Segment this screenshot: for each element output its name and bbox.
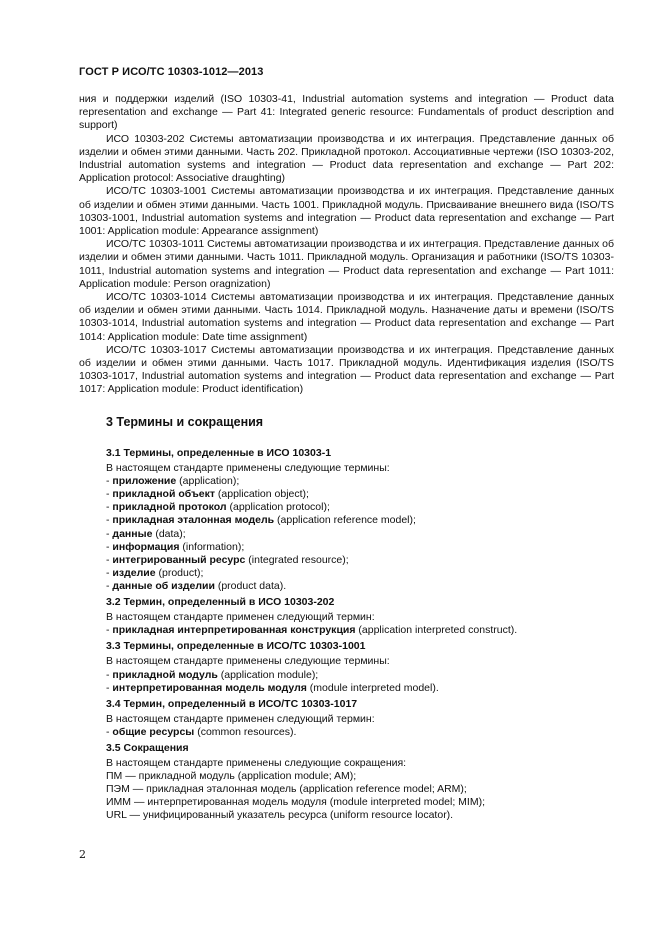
term-item <box>106 528 614 541</box>
term-bullet: - <box>106 501 113 514</box>
term-translation: (module interpreted model). <box>306 681 439 694</box>
term-item <box>106 669 614 682</box>
subsection-3-4-title: 3.4 Термин, определенный в ИСО/ТС 10303-1017 <box>106 697 358 710</box>
terms-list-3-3 <box>106 669 614 695</box>
term-name: данные <box>112 527 153 540</box>
term-translation: (application module); <box>217 668 319 681</box>
term-translation: (application interpreted construct). <box>355 624 518 637</box>
reference-paragraph: ИСО 10303-202 Системы автоматизации производства и их интеграция. Представление данных об изделии и обмен этими данными. Часть 202. Прикладной протокол. Ассоциативные чертежи (ISO 10303-202, Industrial automation systems and integration — Product data representation and exchange — Part 202: Application protocol: Associative draughting) <box>79 132 614 185</box>
term-name: прикладная эталонная модель <box>112 514 275 527</box>
abbreviation-item: ПЭМ — прикладная эталонная модель (application reference model; ARM); <box>106 783 467 796</box>
term-name: интерпретированная модель модуля <box>112 681 307 694</box>
term-bullet: - <box>106 514 113 527</box>
reference-paragraph: ИСО/ТС 10303-1014 Системы автоматизации производства и их интеграция. Представление данных об изделии и обмен этими данными. Часть 1014. Прикладной модуль. Назначение даты и времени (ISO/TS 10303-1014, Industrial automation systems and integration — Product data representation and exchange — Part 1014: Application module: Date time assignment) <box>79 291 614 343</box>
term-name: информация <box>112 540 180 553</box>
terms-section <box>106 447 614 823</box>
subsection-intro: В настоящем стандарте применены следующие термины: <box>106 462 390 475</box>
term-name: прикладной модуль <box>112 668 218 681</box>
subsection-intro: В настоящем стандарте применен следующий термин: <box>106 611 375 624</box>
subsection-3-3-title: 3.3 Термины, определенные в ИСО/ТС 10303-1001 <box>106 640 366 653</box>
term-name: приложение <box>112 475 177 488</box>
term-name: прикладной протокол <box>112 501 227 514</box>
normative-references-list <box>79 93 614 397</box>
term-translation: (product data). <box>214 579 287 592</box>
document-header: ГОСТ Р ИСО/ТС 10303-1012—2013 <box>79 66 264 78</box>
term-translation: (information); <box>179 540 245 553</box>
term-translation: (common resources). <box>194 725 297 738</box>
references-block <box>79 93 614 397</box>
term-bullet: - <box>106 540 113 553</box>
term-translation: (product); <box>155 566 204 579</box>
subsection-intro: В настоящем стандарте применены следующие сокращения: <box>106 757 407 770</box>
term-item <box>106 514 614 527</box>
reference-paragraph: ИСО/ТС 10303-1001 Системы автоматизации производства и их интеграция. Представление данных об изделии и обмен этими данными. Часть 1001. Прикладной модуль. Присваивание внешнего вида (ISO/TS 10303-1001, Industrial automation systems and integration — Product data representation and exchange — Part 1001: Application module: Appearance assignment) <box>79 185 614 238</box>
term-item <box>106 554 614 567</box>
term-bullet: - <box>106 725 113 738</box>
term-name: интегрированный ресурс <box>112 553 246 566</box>
terms-list-3-2 <box>106 624 614 637</box>
subsection-3-2-title: 3.2 Термин, определенный в ИСО 10303-202 <box>106 596 335 609</box>
term-bullet: - <box>106 566 113 579</box>
abbreviation-item: ПМ — прикладной модуль (application module; AM); <box>106 770 357 783</box>
term-item <box>106 580 614 593</box>
abbreviations-list <box>106 770 614 822</box>
term-translation: (integrated resource); <box>245 553 349 566</box>
subsection-3-1-title: 3.1 Термины, определенные в ИСО 10303-1 <box>106 447 332 459</box>
term-bullet: - <box>106 553 113 566</box>
abbreviation-item: ИММ — интерпретированная модель модуля (module interpreted model; MIM); <box>106 796 486 809</box>
term-translation: (application protocol); <box>226 501 330 514</box>
term-name: изделие <box>112 566 156 579</box>
term-bullet: - <box>106 668 113 681</box>
term-item <box>106 541 614 554</box>
reference-paragraph: ИСО/ТС 10303-1017 Системы автоматизации производства и их интеграция. Представление данных об изделии и обмен этими данными. Часть 1017. Прикладной модуль. Идентификация изделия (ISO/TS 10303-1017, Industrial automation systems and integration — Product data representation and exchange — Part 1017: Application module: Product identification) <box>79 343 614 396</box>
section-heading: 3 Термины и сокращения <box>106 415 264 429</box>
subsection-3-5-title: 3.5 Сокращения <box>106 741 189 754</box>
subsection-intro: В настоящем стандарте применен следующий термин: <box>106 712 375 725</box>
term-translation: (application); <box>176 475 240 488</box>
term-bullet: - <box>106 624 113 637</box>
term-translation: (application reference model); <box>274 514 416 527</box>
term-bullet: - <box>106 527 113 540</box>
term-item <box>106 567 614 580</box>
term-bullet: - <box>106 488 113 501</box>
term-bullet: - <box>106 579 113 592</box>
term-item <box>106 488 614 501</box>
subsection-intro: В настоящем стандарте применены следующие термины: <box>106 655 390 668</box>
page-number: 2 <box>79 848 86 861</box>
term-name: прикладная интерпретированная конструкция <box>112 624 356 637</box>
term-bullet: - <box>106 475 113 488</box>
term-item <box>106 501 614 514</box>
term-translation: (application object); <box>214 488 309 501</box>
term-item <box>106 475 614 488</box>
terms-list-3-1 <box>106 475 614 593</box>
abbreviation-item: URL — унифицированный указатель ресурса (uniform resource locator). <box>106 809 454 822</box>
reference-paragraph: ния и поддержки изделий (ISO 10303-41, Industrial automation systems and integration — Product data representation and exchange — Part 41: Integrated generic resource: Fundamentals of product description and support) <box>79 93 614 132</box>
term-name: общие ресурсы <box>112 725 195 738</box>
term-bullet: - <box>106 681 113 694</box>
term-item <box>106 726 614 739</box>
reference-paragraph: ИСО/ТС 10303-1011 Системы автоматизации производства и их интеграция. Представление данных об изделии и обмен этими данными. Часть 1011. Прикладной модуль. Организация и работники (ISO/TS 10303-1011, Industrial automation systems and integration — Product data representation and exchange — Part 1011: Application module: Person oragnization) <box>79 238 614 290</box>
term-translation: (data); <box>152 527 186 540</box>
terms-list-3-4 <box>106 726 614 739</box>
term-name: прикладной объект <box>112 488 215 501</box>
term-item <box>106 624 614 637</box>
term-item <box>106 682 614 695</box>
term-name: данные об изделии <box>112 579 215 592</box>
